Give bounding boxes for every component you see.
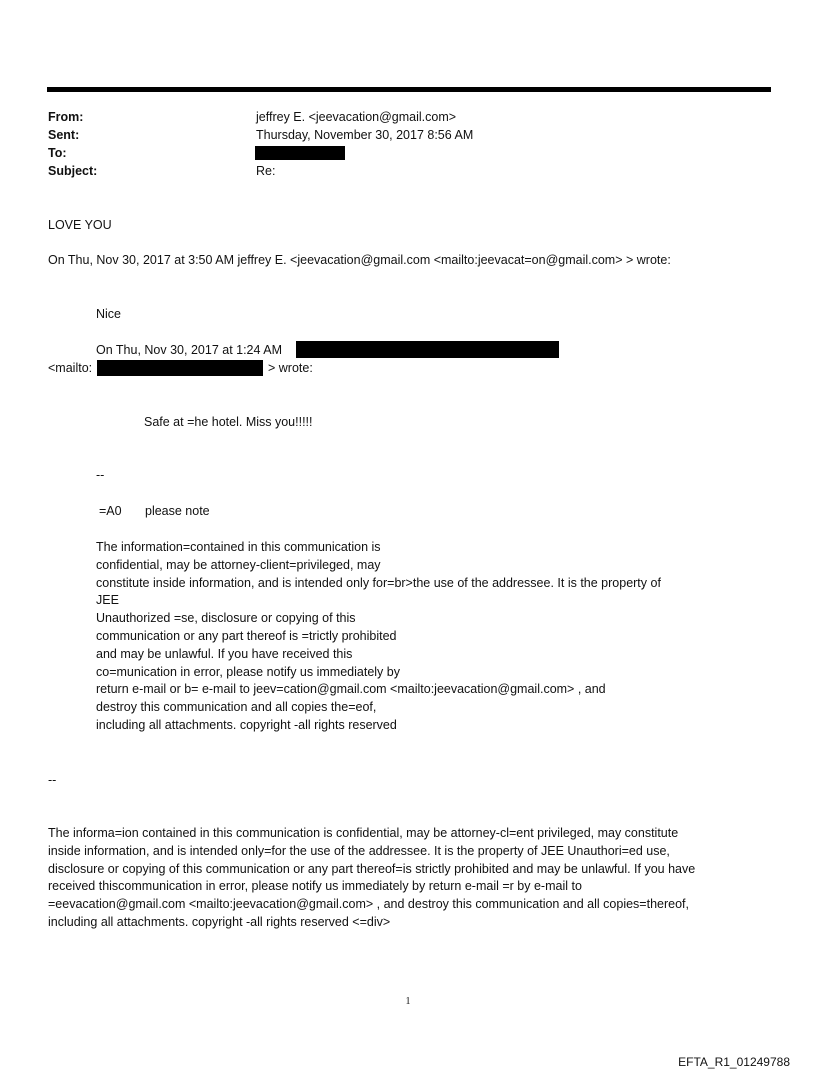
signature-dash-2: -- [48,773,57,787]
redaction-to [255,146,345,160]
disclaimer-line: received thiscommunication in error, please notify us immediately by return e-mail =r by e-mail to [48,879,582,894]
disclaimer-line: Unauthorized =se, disclosure or copying of this [96,611,356,626]
disclaimer-line: return e-mail or b= e-mail to jeev=cation@gmail.com <mailto:jeevacation@gmail.com> , and [96,682,606,697]
wrote-line: On Thu, Nov 30, 2017 at 3:50 AM jeffrey E. <jeevacation@gmail.com <mailto:jeevacat=on@gmail.com> > wrote: [48,253,671,267]
disclaimer-line: communication or any part thereof is =trictly prohibited [96,628,397,643]
quote2-wrote: > wrote: [268,361,313,375]
signature-dash: -- [96,468,105,482]
love-line: LOVE YOU [48,218,112,232]
disclaimer-main [48,825,695,932]
redaction-email [97,360,263,376]
sent-label: Sent: [48,128,80,142]
to-label: To: [48,146,67,160]
from-label: From: [48,110,84,124]
a0-text: =A0 [99,504,122,518]
quote2-header: On Thu, Nov 30, 2017 at 1:24 AM [96,343,282,357]
subject-value: Re: [256,164,276,178]
disclaimer-line: disclosure or copying of this communication or any part thereof=is strictly prohibited and may be unlawful. If you have [48,861,696,876]
disclaimer-line: constitute inside information, and is intended only for=br>the use of the addressee. It is the property of [96,575,661,590]
disclaimer-line: confidential, may be attorney-client=privileged, may [96,557,381,572]
from-value: jeffrey E. <jeevacation@gmail.com> [256,110,457,124]
safe-line: Safe at =he hotel. Miss you!!!!! [144,415,313,429]
quote2-mailto: <mailto: [48,361,93,375]
header-rule [47,87,771,92]
disclaimer-line: =eevacation@gmail.com <mailto:jeevacation@gmail.com> , and destroy this communication and all copies=thereof, [48,897,689,912]
sent-value: Thursday, November 30, 2017 8:56 AM [256,128,474,142]
disclaimer-line: co=munication in error, please notify us immediately by [96,664,400,679]
disclaimer-line: inside information, and is intended only=for the use of the addressee. It is the property of JEE Unauthori=ed use, [48,843,670,858]
disclaimer-line: including all attachments. copyright -all rights reserved [96,717,397,732]
disclaimer-line: JEE [96,593,119,608]
disclaimer-line: and may be unlawful. If you have received this [96,646,353,661]
please-note: please note [145,504,210,518]
disclaimer-line: The information=contained in this communication is [96,540,381,554]
disclaimer-quoted [96,539,661,735]
disclaimer-line: including all attachments. copyright -all rights reserved <=div> [48,914,391,929]
redaction-sender [296,341,559,358]
document-id-stamp: EFTA_R1_01249788 [678,1055,790,1069]
nice-line: Nice [96,307,122,321]
disclaimer-line: The informa=ion contained in this communication is confidential, may be attorney-cl=ent privileged, may constitute [48,826,679,840]
disclaimer-line: destroy this communication and all copies the=eof, [96,700,377,715]
page-number: 1 [405,996,411,1007]
subject-label: Subject: [48,164,98,178]
